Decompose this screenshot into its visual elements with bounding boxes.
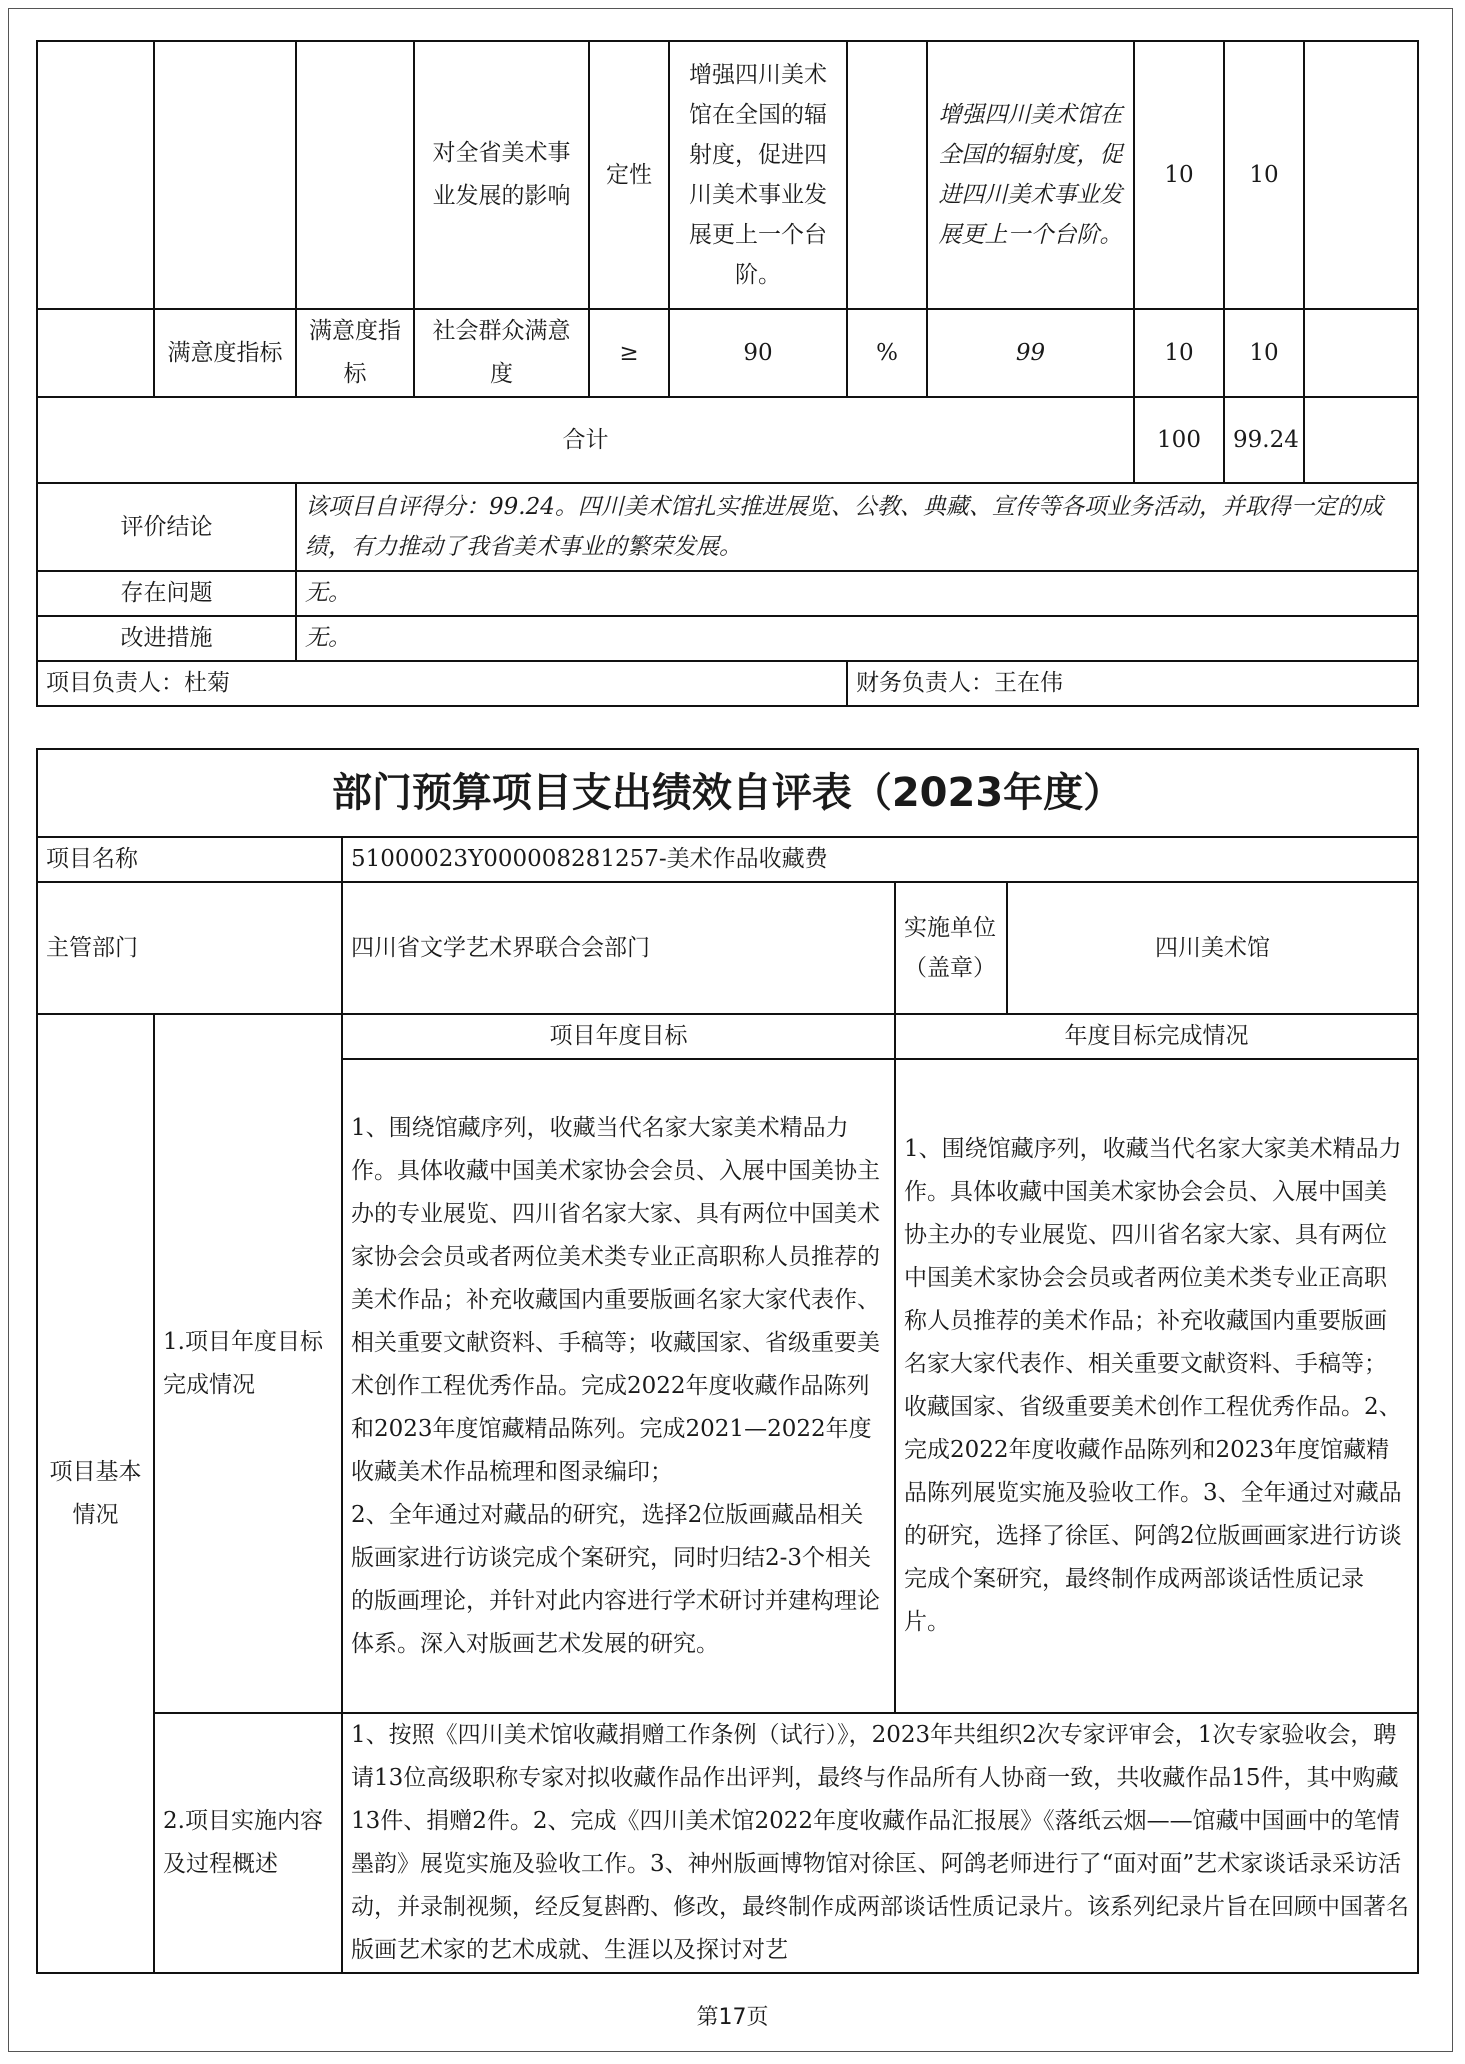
performance-self-evaluation-table	[36, 748, 1419, 1974]
goal-text: 1、围绕馆藏序列，收藏当代名家大家美术精品力作。具体收藏中国美术家协会会员、入展中国美协主办的专业展览、四川省名家大家、具有两位中国美术家协会会员或者两位美术类专业正高职称人员推荐的美术作品；补充收藏国内重要版画名家大家代表作、相关重要文献资料、手稿等；收藏国家、省级重要美术创作工程优秀作品。完成2022年度收藏作品陈列和2023年度馆藏精品陈列。完成2021—2022年度收藏美术作品梳理和图录编印； 2、全年通过对藏品的研究，选择2位版画藏品相关版画家进行访谈完成个案研究，同时归结2-3个相关的版画理论，并针对此内容进行学术研讨并建构理论体系。深入对版画艺术发展的研究。	[342, 1059, 895, 1713]
conclusion-text: 该项目自评得分：99.24。四川美术馆扎实推进展览、公教、典藏、宣传等各项业务活动，并取得一定的成绩，有力推动了我省美术事业的繁荣发展。	[296, 483, 1418, 571]
satisfaction-unit: %	[847, 309, 927, 397]
project-name: 51000023Y000008281257-美术作品收藏费	[342, 837, 1418, 882]
table-title: 部门预算项目支出绩效自评表（2023年度）	[37, 749, 1418, 837]
process-text: 1、按照《四川美术馆收藏捐赠工作条例（试行）》，2023年共组织2次专家评审会，1次专家验收会，聘请13位高级职称专家对拟收藏作品作出评判，最终与作品所有人协商一致，共收藏作品15件，其中购藏13件、捐赠2件。2、完成《四川美术馆2022年度收藏作品汇报展》《落纸云烟——馆藏中国画中的笔情墨韵》展览实施及验收工作。3、神州版画博物馆对徐匡、阿鸽老师进行了“面对面”艺术家谈话录采访活动，并录制视频，经反复斟酌、修改，最终制作成两部谈话性质记录片。该系列纪录片旨在回顾中国著名版画艺术家的艺术成就、生涯以及探讨对艺	[342, 1713, 1418, 1973]
dept-label: 主管部门	[37, 882, 342, 1014]
indicator-unit	[847, 41, 927, 309]
level1-cell-empty	[37, 309, 154, 397]
dept-value: 四川省文学艺术界联合会部门	[342, 882, 895, 1014]
page-number: 第17页	[696, 2005, 769, 2030]
satisfaction-note	[1304, 309, 1418, 397]
measures-text: 无。	[296, 616, 1418, 661]
impl-value: 四川美术馆	[1007, 882, 1418, 1014]
total-note	[1304, 397, 1418, 483]
satisfaction-score: 10	[1224, 309, 1304, 397]
finance-lead: 财务负责人：王在伟	[847, 661, 1418, 706]
project-name-label: 项目名称	[37, 837, 342, 882]
done-text: 1、围绕馆藏序列，收藏当代名家大家美术精品力作。具体收藏中国美术家协会会员、入展中国美协主办的专业展览、四川省名家大家、具有两位中国美术家协会会员或者两位美术类专业正高职称人员推荐的美术作品；补充收藏国内重要版画名家大家代表作、相关重要文献资料、手稿等；收藏国家、省级重要美术创作工程优秀作品。2、完成2022年度收藏作品陈列和2023年度馆藏精品陈列展览实施及验收工作。3、全年通过对藏品的研究，选择了徐匡、阿鸽2位版画画家进行访谈完成个案研究，最终制作成两部谈话性质记录片。	[895, 1059, 1418, 1713]
goal-header: 项目年度目标	[342, 1014, 895, 1059]
indicator-target: 增强四川美术馆在全国的辐射度，促进四川美术事业发展更上一个台阶。	[669, 41, 847, 309]
satisfaction-level1: 满意度指标	[154, 309, 296, 397]
basic-info-label: 项目基本情况	[37, 1014, 154, 1973]
satisfaction-target: 90	[669, 309, 847, 397]
conclusion-label: 评价结论	[37, 483, 296, 571]
total-score: 99.24	[1224, 397, 1304, 483]
done-header: 年度目标完成情况	[895, 1014, 1418, 1059]
level2-cell-empty	[154, 41, 296, 309]
problems-label: 存在问题	[37, 571, 296, 616]
total-label: 合计	[37, 397, 1134, 483]
indicator-impact: 对全省美术事业发展的影响	[414, 41, 589, 309]
indicator-score: 10	[1224, 41, 1304, 309]
problems-text: 无。	[296, 571, 1418, 616]
satisfaction-actual: 99	[927, 309, 1134, 397]
section1-label: 1.项目年度目标完成情况	[154, 1014, 342, 1713]
level1-cell-empty	[37, 41, 154, 309]
indicator-table-continued	[36, 40, 1419, 707]
indicator-actual: 增强四川美术馆在全国的辐射度，促进四川美术事业发展更上一个台阶。	[927, 41, 1134, 309]
total-weight: 100	[1134, 397, 1224, 483]
satisfaction-indicator: 社会群众满意度	[414, 309, 589, 397]
project-lead: 项目负责人：杜菊	[37, 661, 847, 706]
indicator-weight: 10	[1134, 41, 1224, 309]
measures-label: 改进措施	[37, 616, 296, 661]
level3-cell-empty	[296, 41, 414, 309]
indicator-note	[1304, 41, 1418, 309]
satisfaction-operator: ≥	[589, 309, 669, 397]
impl-label: 实施单位（盖章）	[895, 882, 1007, 1014]
section2-label: 2.项目实施内容及过程概述	[154, 1713, 342, 1973]
satisfaction-level2: 满意度指标	[296, 309, 414, 397]
satisfaction-weight: 10	[1134, 309, 1224, 397]
indicator-type: 定性	[589, 41, 669, 309]
